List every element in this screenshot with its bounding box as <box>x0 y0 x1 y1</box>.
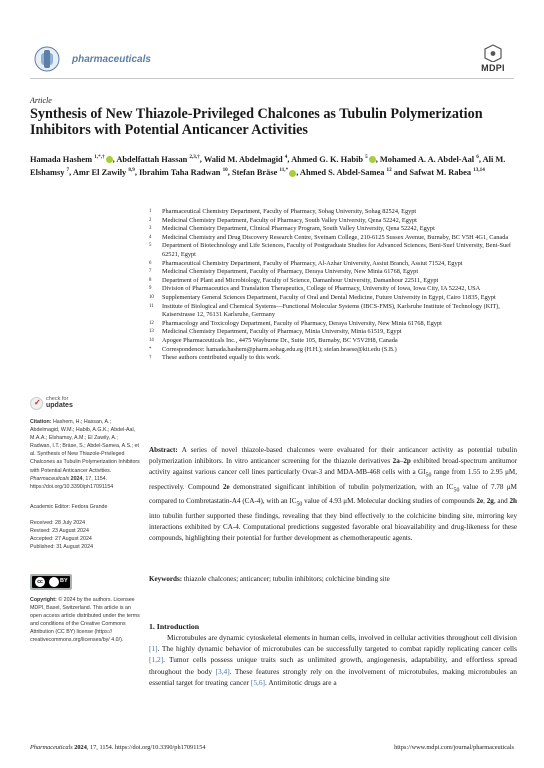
author-separator: , <box>478 154 483 164</box>
author-name[interactable]: Abdelfattah Hassan $^{2,3,\dagger}$ <box>116 154 200 164</box>
check-updates-icon: ✓ <box>30 397 43 410</box>
publisher-name: MDPI <box>481 63 505 73</box>
accepted-date: Accepted: 27 August 2024 <box>30 536 92 543</box>
affiliation-number: 8 <box>149 277 152 283</box>
check-updates-label: updates <box>46 402 73 409</box>
abstract-text: , <box>483 497 487 506</box>
author-affiliation-marker: 11,* <box>279 167 289 174</box>
compound-ref: 2h <box>509 497 517 506</box>
author-name[interactable]: Ali M. Elshamsy $^7$ <box>30 154 506 178</box>
affiliation-number: 12 <box>149 320 154 326</box>
reference-link[interactable]: [3,4] <box>215 666 230 676</box>
footer-citation <box>30 744 206 751</box>
footer-year: 2024 <box>74 744 87 751</box>
intro-paragraph <box>149 632 517 688</box>
author-name[interactable]: Stefan Bräse $^{11,*}$ <box>231 167 289 178</box>
author-separator: , <box>296 168 300 178</box>
affiliation-number: 13 <box>149 329 154 335</box>
attribution-person-icon <box>49 577 59 587</box>
mdpi-logo <box>472 44 514 74</box>
keywords <box>149 575 517 583</box>
affiliation-number: 14 <box>149 337 154 343</box>
affiliation-item <box>149 242 519 259</box>
journal-name: pharmaceuticals <box>72 54 151 65</box>
subscript: 50 <box>425 472 432 479</box>
body-text: . The highly dynamic behavior of microtubules can be successfully targeted to combat rapidly replicating cancer cells <box>157 644 517 654</box>
page-footer <box>30 744 514 751</box>
cc-by-label: BY <box>60 578 68 584</box>
abstract-label: Abstract: <box>149 446 178 454</box>
author-separator: , <box>375 154 380 164</box>
copyright-text: © 2024 by the authors. Licensee MDPI, Basel, Switzerland. This article is an open access article distributed under the terms and conditions of the Creative Commons Attribution (CC BY) license (https:// creativecommons.org/licenses/by/ 4.0/). <box>30 597 140 644</box>
abstract-text: – <box>399 457 404 466</box>
received-date: Received: 28 July 2024 <box>30 520 86 526</box>
author-separator: , <box>199 154 204 164</box>
affiliation-item <box>149 260 519 269</box>
abstract-text: into tubulin further supported these findings, revealing that they bind effectively to the colchicine binding site, mirroring key interactions exhibited by CA-4. Computational predictions suggested favorable oral bioavailability and drug-likeness for these compounds, highlighting their potential for further development as chemotherapeutic agents. <box>149 511 517 542</box>
body-text: . Antimitotic drugs are a <box>265 677 337 687</box>
affiliation-item <box>149 285 519 294</box>
body-text: . These features strongly rely on the involvement of microtubules, making microtubules an essential target for treating cancer <box>149 666 517 687</box>
subscript: 50 <box>453 487 460 494</box>
affiliation-number: 3 <box>149 226 152 232</box>
affiliation-number: 11 <box>149 303 154 309</box>
author-affiliation-marker: 7 <box>66 167 70 174</box>
affiliation-text: Institute of Biological and Chemical Systems—Functional Molecular Systems (IBCS-FMS), Karlsruhe Institute of Technology (KIT), Kaiserstrasse 12, 76131 Karlsruhe, Germany <box>162 302 500 319</box>
author-name[interactable]: Ahmed S. Abdel-Samea $^{12}$ <box>299 167 392 178</box>
affiliation-item <box>149 268 519 277</box>
affiliation-item <box>149 217 519 226</box>
cc-icon: cc <box>35 577 45 587</box>
affiliation-item <box>149 294 519 303</box>
citation-block <box>30 418 140 491</box>
affiliation-text: Pharmaceutical Chemistry Department, Faculty of Pharmacy, Sohag University, Sohag 82524, Egypt <box>162 208 417 215</box>
abstract-text: exhibited broad-spectrum antitumor activity against various cancer cell lines particularly Ovar-3 and MDA-MB-468 cells with a GI <box>149 457 517 477</box>
copyright-label: Copyright: <box>30 597 57 603</box>
abstract-text: value of 7.78 μM compared to Combretastatin-A4 (CA-4), with an IC <box>149 482 517 506</box>
published-date: Published: 31 August 2024 <box>30 544 94 551</box>
check-updates-small-label: check for <box>46 396 69 402</box>
author-name[interactable]: Amr El Zawily $^{8,9}$ <box>72 167 135 178</box>
affiliation-text: Division of Pharmaceutics and Translation Therapeutics, College of Pharmacy, University of Iowa, Iowa City, IA 52242, USA <box>162 285 481 293</box>
abstract-text: range from 1.55 to 2.95 μM, respectively. Compound <box>149 468 518 491</box>
author-affiliation-marker: 4 <box>284 154 288 160</box>
revised-date: Revised: 23 August 2024 <box>30 528 89 535</box>
affiliation-number: 9 <box>149 286 152 292</box>
affiliation-item <box>149 320 519 329</box>
author-affiliation-marker: 12 <box>386 167 392 174</box>
section-heading: 1. Introduction <box>149 622 200 631</box>
author-separator: , <box>134 168 139 178</box>
copyright-block <box>30 596 140 645</box>
affiliation-number: 5 <box>149 243 152 249</box>
affiliation-number: 4 <box>149 234 152 240</box>
affiliation-text: Medicinal Chemistry Department, Faculty of Pharmacy, Minia University, Minia 61519, Egypt <box>162 328 402 336</box>
author-name[interactable]: Ahmed G. K. Habib $^5$ <box>291 154 368 164</box>
affiliation-number: † <box>149 355 152 361</box>
citation-journal: Pharmaceuticals <box>30 475 70 482</box>
cc-by-license-badge[interactable] <box>30 574 72 590</box>
affiliation-text: Medicinal Chemistry Department, Faculty of Pharmacy, Deraya University, New Minia 61768, Egypt <box>162 268 419 276</box>
affiliation-text: Medicinal Chemistry and Drug Discovery Research Centre, Sveinam College, 210-6125 Sussex Avenue, Burnaby, BC V5H 4G1, Canada <box>162 233 509 241</box>
compound-ref: 2p <box>403 457 411 466</box>
affiliation-item <box>149 303 519 320</box>
author-affiliation-marker: 13,14 <box>473 167 485 174</box>
author-affiliation-marker: 6 <box>476 154 479 160</box>
compound-ref: 2e <box>476 497 484 506</box>
compound-ref: 2e <box>223 482 230 491</box>
affiliation-text: Correspondence: hamada.hashem@pharm.sohag.edu.eg (H.H.); stefan.braese@kit.edu (S.B.) <box>162 345 397 353</box>
body-text: Microtubules are dynamic cytoskeletal elements in human cells, involved in cellular activities throughout cell division <box>167 633 517 642</box>
paper-title: Synthesis of New Thiazole-Privileged Chalcones as Tubulin Polymerization Inhibitors with Potential Anticancer Activities <box>30 106 483 138</box>
abstract-text: , and <box>493 497 510 506</box>
citation-label: Citation: <box>30 419 52 425</box>
orcid-icon[interactable] <box>369 156 376 163</box>
compound-ref: 2g <box>486 497 494 506</box>
citation-text: Hashem, H.; Hassan, A.; Abdelmagid, W.M.; Habib, A.G.K.; Abdel-Aal, M.A.A.; Elshamsy, A.M.; El Zawily, A.; Radwan, I.T.; Bräse, S.; Abdel-Samea, A.S.; et al. Synthesis of New Thiazole-Privileged Chalcones as Tubulin Polymerization Inhibitors with Potential Anticancer Activities. <box>30 419 140 474</box>
reference-link[interactable]: [5,6] <box>250 677 266 687</box>
reference-link[interactable]: [1] <box>149 644 158 654</box>
author-separator: , <box>227 168 232 178</box>
affiliation-number: 6 <box>149 260 152 266</box>
abstract-text: demonstrated significant inhibition of tubulin polymerization, with an IC <box>229 482 454 491</box>
affiliation-text: Medicinal Chemistry Department, Faculty of Pharmacy, South Valley University, Qena 52242, Egypt <box>162 216 417 224</box>
affiliation-text: Pharmacology and Toxicology Department, Faculty of Pharmacy, Deraya University, New Minia 61768, Egypt <box>162 319 442 327</box>
affiliation-item <box>149 337 519 346</box>
affiliation-text: Apogee Pharmaceuticals Inc., 4475 Wayburne Dr., Suite 105, Burnaby, BC V5V2H8, Canada <box>162 336 398 344</box>
citation-year: 2024 <box>70 475 83 482</box>
footer-journal: Pharmaceuticals <box>30 744 73 751</box>
keywords-label: Keywords: <box>149 575 183 583</box>
keywords-text: thiazole chalcones; anticancer; tubulin inhibitors; colchicine binding site <box>182 575 390 583</box>
affiliation-text: These authors contributed equally to this work. <box>162 354 281 362</box>
author-separator: , <box>112 154 117 164</box>
citation-doi[interactable]: , 17, 1154. https://doi.org/10.3390/ph17091154 <box>30 475 114 490</box>
affiliation-item <box>149 208 519 217</box>
affiliation-text: Medicinal Chemistry Department, Clinical Pharmacy Program, South Valley University, Qena 52242, Egypt <box>162 225 435 233</box>
reference-link[interactable]: [1,2] <box>149 655 164 665</box>
check-for-updates-button[interactable] <box>30 395 90 415</box>
dates-block <box>30 519 140 551</box>
author-affiliation-marker: 8,9 <box>128 167 135 174</box>
affiliation-item <box>149 277 519 286</box>
affiliation-number: * <box>149 346 152 352</box>
affiliation-item <box>149 346 519 355</box>
header-divider <box>30 78 514 79</box>
affiliation-number: 7 <box>149 269 152 275</box>
affiliation-item <box>149 328 519 337</box>
author-name[interactable]: Mohamed A. A. Abdel-Aal $^6$ <box>379 154 479 164</box>
affiliation-number: 1 <box>149 209 152 214</box>
footer-journal-url[interactable]: https://www.mdpi.com/journal/pharmaceuticals <box>394 744 514 751</box>
academic-editor: Academic Editor: Fedora Grande <box>30 504 108 510</box>
author-affiliation-marker: 5 <box>365 154 368 160</box>
author-separator: , <box>287 154 292 164</box>
compound-ref: 2a <box>392 457 400 466</box>
author-name[interactable]: Hamada Hashem $^{1,*,\dagger}$ <box>30 154 105 164</box>
affiliation-number: 10 <box>149 294 154 300</box>
author-separator: , <box>69 168 73 178</box>
affiliation-text: Supplementary General Sciences Department, Faculty of Oral and Dental Medicine, Future University in Egypt, Cairo 11835, Egypt <box>162 293 496 301</box>
abstract <box>149 445 517 544</box>
affiliation-number: 2 <box>149 217 152 223</box>
orcid-icon[interactable] <box>106 156 113 163</box>
author-affiliation-marker: 10 <box>222 167 228 174</box>
mdpi-hexagon-icon <box>472 44 514 62</box>
affiliation-text: Department of Biotechnology and Life Sciences, Faculty of Postgraduate Studies for Advanced Sciences, Beni-Suef University, Beni-Suef 62521, Egypt <box>162 242 511 258</box>
affiliation-list <box>149 208 519 363</box>
author-name[interactable]: Safwat M. Rabea $^{13,14}$ <box>409 167 485 178</box>
affiliation-text: Pharmaceutical Chemistry Department, Faculty of Pharmacy, Al-Azhar University, Assiut Branch, Assiut 71524, Egypt <box>162 259 463 267</box>
author-affiliation-marker: 1,*,† <box>94 154 105 160</box>
body-text: . Tumor cells possess unique traits such as unlimited growth, angiogenesis, adaptability, and effortless spread throughout the body <box>149 655 517 676</box>
journal-logo-icon <box>30 44 64 74</box>
subscript: 50 <box>296 501 303 508</box>
affiliation-item <box>149 225 519 234</box>
abstract-text: A series of novel thiazole-based chalcones were evaluated for their anticancer activity as potential tubulin polymerization inhibitors. In vitro anticancer screening for the thiazole derivatives <box>149 446 517 466</box>
author-affiliation-marker: 2,3,† <box>189 154 200 160</box>
author-name[interactable]: Walid M. Abdelmagid $^4$ <box>203 154 288 164</box>
article-type: Article <box>30 96 52 105</box>
author-name[interactable]: Ibrahim Taha Radwan $^{10}$ <box>139 167 228 178</box>
author-list <box>30 152 514 179</box>
footer-doi[interactable]: , 17, 1154. https://doi.org/10.3390/ph17091154 <box>86 744 206 751</box>
abstract-text: value of 4.93 μM. Molecular docking studies of compounds <box>302 497 477 506</box>
affiliation-text: Department of Plant and Microbiology, Faculty of Science, Damanhour University, Damanhour 22511, Egypt <box>162 276 439 284</box>
affiliation-item <box>149 354 519 363</box>
affiliation-item <box>149 234 519 243</box>
author-separator: and <box>391 168 410 178</box>
